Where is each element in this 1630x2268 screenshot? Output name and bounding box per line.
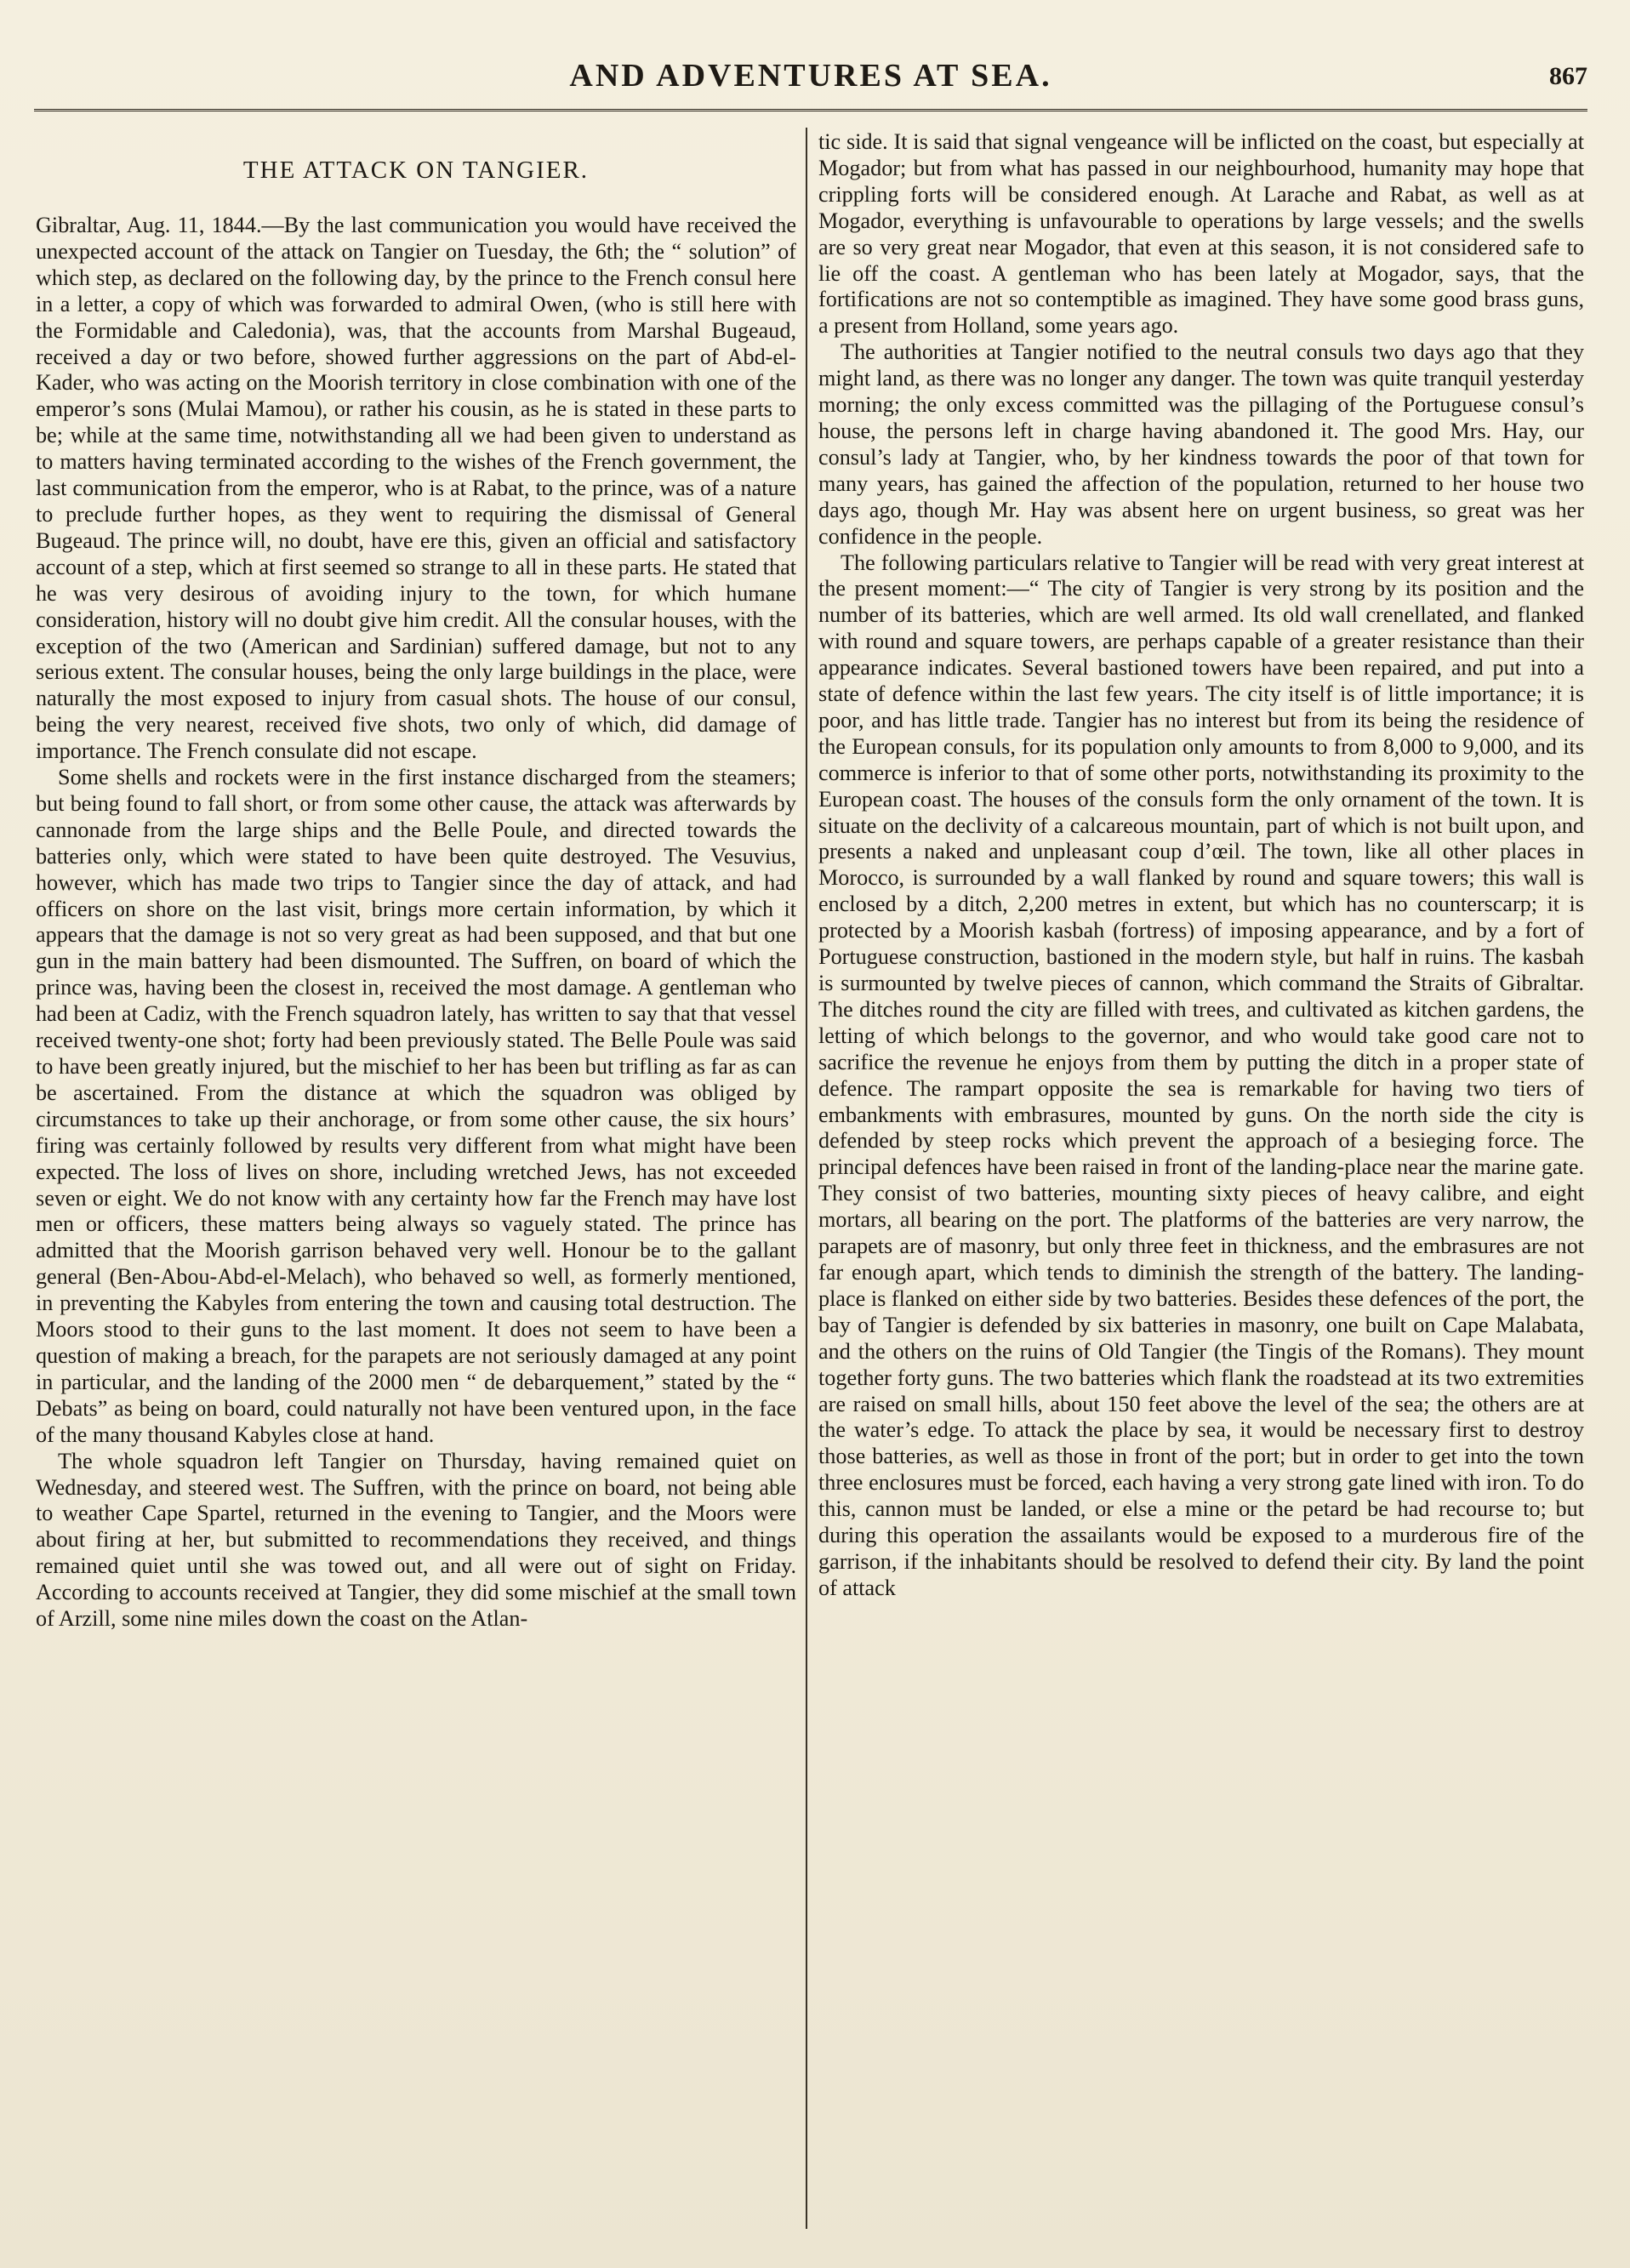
running-title: AND ADVENTURES AT SEA. xyxy=(569,58,1052,94)
article-title: THE ATTACK ON TANGIER. xyxy=(242,157,590,184)
left-column xyxy=(36,128,796,2229)
page-number: 867 xyxy=(1549,62,1587,90)
article-paragraph: The following particulars relative to Tangier will be read with very great interest at the present moment:—“ The city of Tangier is very strong by its position and the number of its batteries, which are well armed. Its old wall crenellated, and flanked with round and square towers, are perhaps capable of a greater resistance than their appearance indicates. Several bastioned towers have been repaired, and put into a state of defence within the last few years. The city itself is of little importance; it is poor, and has little trade. Tangier has no interest but from its being the residence of the European consuls, for its population only amounts to from 8,000 to 9,000, and its commerce is inferior to that of some other ports, notwithstanding its proximity to the European coast. The houses of the consuls form the only ornament of the town. It is situate on the declivity of a calcareous mountain, part of which is not built upon, and presents a naked and unpleasant coup d’œil. The town, like all other places in Morocco, is surrounded by a wall flanked by round and square towers; this wall is enclosed by a ditch, 2,200 metres in extent, but which has no counterscarp; it is protected by a Moorish kasbah (fortress) of imposing appearance, and by a fort of Portuguese construction, bastioned in the modern style, but half in ruins. The kasbah is surmounted by twelve pieces of cannon, which command the Straits of Gibraltar. The ditches round the city are filled with trees, and cultivated as kitchen gardens, the letting of which belongs to the governor, and who would take good care not to sacrifice the revenue he enjoys from them by putting the ditch in a proper state of defence. The rampart opposite the sea is remarkable for having two tiers of embankments with embrasures, mounted by guns. On the north side the city is defended by steep rocks which prevent the approach of a besieging force. The principal defences have been raised in front of the landing-place near the marine gate. They consist of two batteries, mounting sixty pieces of heavy calibre, and eight mortars, all bearing on the port. The platforms of the batteries are very narrow, the parapets are of masonry, but only three feet in thickness, and the embrasures are not far enough apart, which tends to diminish the strength of the battery. The landing-place is flanked on either side by two batteries. Besides these defences of the port, the bay of Tangier is defended by six batteries in masonry, one built on Cape Malabata, and the others on the ruins of Old Tangier (the Tingis of the Romans). They mount together forty guns. The two batteries which flank the roadstead at its two extremities are raised on small hills, about 150 feet above the level of the sea; the others are at the water’s edge. To attack the place by sea, it would be necessary first to destroy those batteries, as well as those in front of the port; but in order to get into the town three enclosures must be forced, each having a very strong gate lined with iron. To do this, cannon must be landed, or else a mine or the petard be had recourse to; but during this operation the assailants would be exposed to a murderous fire of the garrison, if the inhabitants should be resolved to defend their city. By land the point of attack xyxy=(818,550,1584,1600)
article-paragraph: The whole squadron left Tangier on Thursday, having remained quiet on Wednesday, and steered west. The Suffren, with the prince on board, not being able to weather Cape Spartel, returned in the evening to Tangier, and the Moors were about firing at her, but submitted to recommendations they received, and things remained quiet until she was towed out, and all were out of sight on Friday. According to accounts received at Tangier, they did some mischief at the small town of Arzill, some nine miles down the coast on the Atlan- xyxy=(36,1448,796,1632)
right-column xyxy=(818,129,1584,2231)
article-paragraph: The authorities at Tangier notified to the neutral consuls two days ago that they might land, as there was no longer any danger. The town was quite tranquil yesterday morning; the only excess committed was the pillaging of the Portuguese consul’s house, the persons left in charge having abandoned it. The good Mrs. Hay, our consul’s lady at Tangier, who, by her kindness towards the poor of that town for many years, has gained the affection of the population, returned to her house two days ago, though Mr. Hay was absent here on urgent business, so great was her confidence in the people. xyxy=(818,339,1584,549)
running-head xyxy=(34,47,1587,106)
article-paragraph: Some shells and rockets were in the first instance discharged from the steamers; but being found to fall short, or from some other cause, the attack was afterwards by cannonade from the large ships and the Belle Poule, and directed towards the batteries only, which were stated to have been quite destroyed. The Vesuvius, however, which has made two trips to Tangier since the day of attack, and had officers on shore on the last visit, brings more certain information, by which it appears that the damage is not so very great as had been supposed, and that but one gun in the main battery had been dismounted. The Suffren, on board of which the prince was, having been the closest in, received the most damage. A gentleman who had been at Cadiz, with the French squadron lately, has written to say that that vessel received twenty-one shot; forty had been previously stated. The Belle Poule was said to have been greatly injured, but the mischief to her has been but trifling as far as can be ascertained. From the distance at which the squadron was obliged by circumstances to take up their anchorage, or from some other cause, the six hours’ firing was certainly followed by results very different from what might have been expected. The loss of lives on shore, including wretched Jews, has not exceeded seven or eight. We do not know with any certainty how far the French may have lost men or officers, these matters being always so vaguely stated. The prince has admitted that the Moorish garrison behaved very well. Honour be to the gallant general (Ben-Abou-Abd-el-Melach), who behaved so well, as formerly mentioned, in preventing the Kabyles from entering the town and causing total destruction. The Moors stood to their guns to the last moment. It does not seem to have been a question of making a breach, for the parapets are not seriously damaged at any point in particular, and the landing of the 2000 men “ de debarquement,” stated by the “ Debats” as being on board, could naturally not have been ventured upon, in the face of the many thousand Kabyles close at hand. xyxy=(36,765,796,1447)
article-paragraph: Gibraltar, Aug. 11, 1844.—By the last communication you would have received the unexpected account of the attack on Tangier on Tuesday, the 6th; the “ solution” of which step, as declared on the following day, by the prince to the French consul here in a letter, a copy of which was forwarded to admiral Owen, (who is still here with the Formidable and Caledonia), was, that the accounts from Marshal Bugeaud, received a day or two before, showed further aggressions on the part of Abd-el-Kader, who was acting on the Moorish territory in close combination with one of the emperor’s sons (Mulai Mamou), or rather his cousin, as he is stated in these parts to be; while at the same time, notwithstanding all we had been given to understand as to matters having terminated according to the wishes of the French government, the last communication from the emperor, who is at Rabat, to the prince, was of a nature to preclude further hopes, as they went to requiring the dismissal of General Bugeaud. The prince will, no doubt, have ere this, given an official and satisfactory account of a step, which at first seemed so strange to all in these parts. He stated that he was very desirous of avoiding injury to the town, for which humane consideration, history will no doubt give him credit. All the consular houses, with the exception of the two (American and Sardinian) suffered damage, but not to any serious extent. The consular houses, being the only large buildings in the place, were naturally the most exposed to injury from casual shots. The house of our consul, being the very nearest, received five shots, two only of which, did damage of importance. The French consulate did not escape. xyxy=(36,213,796,764)
column-divider xyxy=(806,128,807,2229)
header-rule xyxy=(34,109,1587,111)
article-paragraph: tic side. It is said that signal vengeance will be inflicted on the coast, but especially at Mogador; but from what has passed in our neighbourhood, humanity may hope that crippling forts will be considered enough. At Larache and Rabat, as well as at Mogador, everything is unfavourable to operations by large vessels; and the swells are so very great near Mogador, that even at this season, it is not considered safe to lie off the coast. A gentleman who has been lately at Mogador, says, that the fortifications are not so contemptible as imagined. They have some good brass guns, a present from Holland, some years ago. xyxy=(818,129,1584,339)
